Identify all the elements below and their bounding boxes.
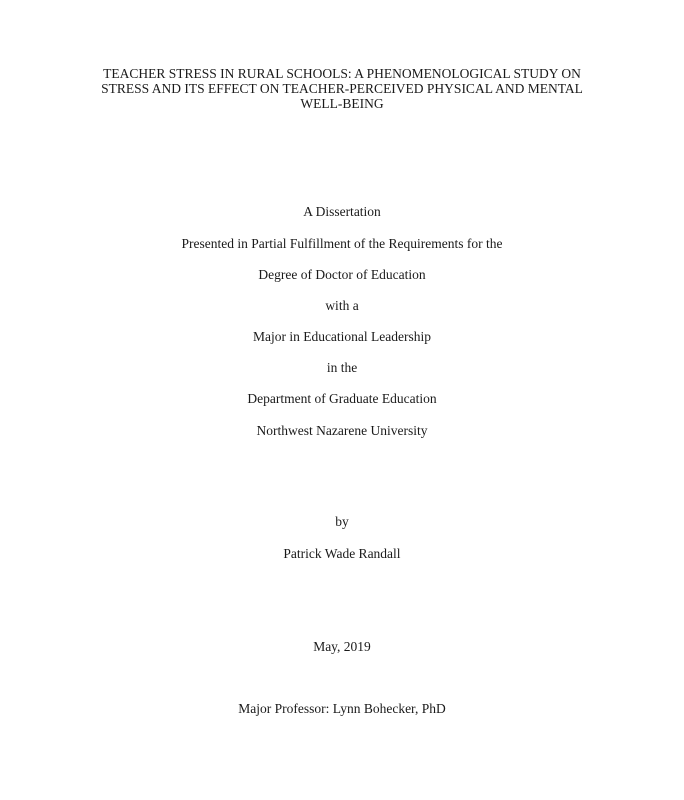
- university: Northwest Nazarene University: [256, 423, 428, 438]
- department: Department of Graduate Education: [247, 391, 437, 406]
- date: May, 2019: [313, 639, 371, 654]
- author-name: Patrick Wade Randall: [283, 546, 401, 561]
- with-a: with a: [325, 298, 359, 313]
- title-line-2: STRESS AND ITS EFFECT ON TEACHER-PERCEIVED PHYSICAL AND MENTAL: [101, 81, 583, 96]
- major: Major in Educational Leadership: [252, 329, 432, 344]
- title-line-1: TEACHER STRESS IN RURAL SCHOOLS: A PHENOMENOLOGICAL STUDY ON: [103, 66, 581, 81]
- by-label: by: [335, 514, 349, 529]
- title-line-3: WELL-BEING: [300, 96, 384, 111]
- dissertation-type: A Dissertation: [303, 204, 381, 219]
- degree: Degree of Doctor of Education: [258, 267, 426, 282]
- in-the: in the: [326, 360, 358, 375]
- dissertation-title: [0, 66, 684, 111]
- major-professor: Major Professor: Lynn Bohecker, PhD: [238, 701, 446, 716]
- presented-statement: Presented in Partial Fulfillment of the Requirements for the: [181, 236, 503, 251]
